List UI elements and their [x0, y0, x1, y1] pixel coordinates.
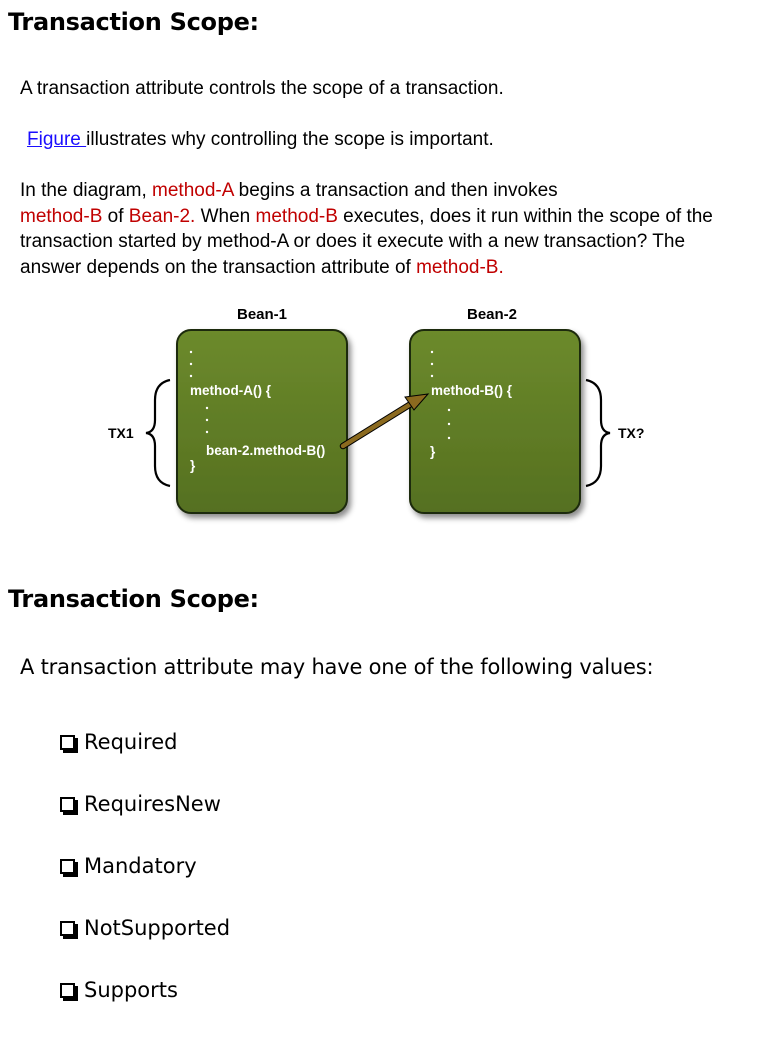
method-a-term: method-A — [152, 180, 234, 201]
figure-paragraph-text: illustrates why controlling the scope is important. — [86, 129, 494, 150]
method-a-code: method-A() { — [190, 383, 271, 398]
checkbox-bullet-icon — [60, 921, 75, 936]
section-2-title: Transaction Scope: — [8, 585, 259, 613]
method-a-close-brace: } — [190, 458, 196, 473]
option-not-supported: NotSupported — [84, 916, 231, 940]
method-b-call-code: bean-2.method-B() — [206, 443, 326, 458]
method-b-term-2: method-B — [255, 205, 338, 227]
desc-text-3: of — [102, 205, 129, 227]
list-item — [60, 978, 230, 1040]
list-item — [60, 854, 230, 916]
method-b-term-3: method-B. — [416, 256, 504, 278]
option-required: Required — [84, 730, 178, 754]
values-intro: A transaction attribute may have one of the following values: — [20, 655, 654, 679]
option-mandatory: Mandatory — [84, 854, 197, 878]
checkbox-bullet-icon — [60, 859, 75, 874]
figure-paragraph — [27, 127, 727, 153]
option-requires-new: RequiresNew — [84, 792, 221, 816]
desc-text-1: In the diagram, — [20, 180, 153, 201]
checkbox-bullet-icon — [60, 735, 75, 750]
transaction-diagram — [0, 300, 768, 530]
method-b-code: method-B() { — [431, 383, 512, 398]
checkbox-bullet-icon — [60, 797, 75, 812]
bean-2-term: Bean-2. — [128, 205, 196, 227]
bean-2-box — [410, 330, 580, 513]
figure-link[interactable]: Figure — [27, 129, 87, 150]
list-item — [60, 916, 230, 978]
tx2-label: TX? — [618, 425, 645, 441]
attribute-values-list — [60, 730, 230, 1040]
bean-2-label: Bean-2 — [466, 306, 518, 323]
intro-paragraph: A transaction attribute controls the scope of a transaction. — [20, 78, 504, 99]
section-title: Transaction Scope: — [8, 8, 259, 36]
option-supports: Supports — [84, 978, 178, 1002]
method-b-close-brace: } — [430, 444, 436, 459]
bean-1-box — [177, 330, 347, 513]
desc-text-4: When — [195, 205, 256, 227]
desc-text-5: executes, does it run within the scope of the transaction started by method-A or does it execute with a new transaction? The answer depends on the transaction attribute of — [20, 205, 713, 278]
list-item — [60, 730, 230, 792]
method-b-term: method-B — [20, 205, 103, 227]
desc-text-2: begins a transaction and then invokes — [233, 180, 558, 201]
tx2-brace — [586, 380, 610, 486]
tx1-label: TX1 — [108, 425, 134, 441]
bean-1-label: Bean-1 — [236, 306, 288, 323]
diagram-description — [20, 178, 720, 280]
checkbox-bullet-icon — [60, 983, 75, 998]
tx1-brace — [146, 380, 170, 486]
list-item — [60, 792, 230, 854]
